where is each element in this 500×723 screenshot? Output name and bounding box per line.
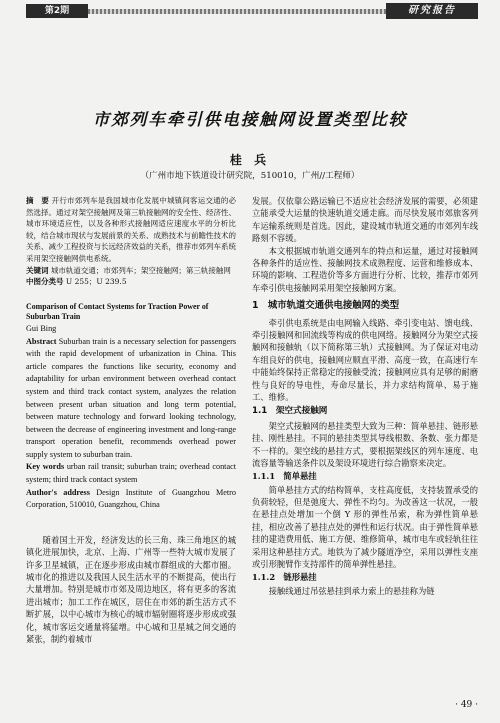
keywords-label: 关键词: [26, 265, 49, 275]
keywords-text: 城市轨道交通；市郊列车；架空接触网；第三轨接触网: [50, 265, 231, 275]
left-column: [26, 195, 236, 646]
body-paragraph-3: 牵引供电系统是由电网输入线路、牵引变电站、馈电线、牵引接触网和回流线等构成的供电网络。接触网分为架空式接触网和接触轨（以下简称第三轨）式接触网。为了保证对电动车组良好的供电，接触网应顺直平滑、高度一致，在高速行车中能始终保持正常稳定的接触受流；接触网应具有足够的耐磨性与良好的导电性，寿命尽量长，并力求结构简单、易于施工、维修。: [252, 317, 478, 402]
english-keywords-label: Key words: [26, 462, 65, 472]
english-keywords-text: urban rail transit; suburban train; overhead contact system; third track contact system: [26, 462, 237, 485]
section-heading-1-1-1: 1.1.1 简单悬挂: [252, 471, 317, 482]
author-address-label: Author's address: [26, 487, 90, 497]
author: 桂 兵: [229, 153, 271, 167]
class-label: 中图分类号: [26, 277, 64, 287]
body-paragraph-1: 发展。仅依靠公路运输已不适应社会经济发展的需要，必须建立能承受大运量的快速轨道交通走廊。而尽快发展市郊旅客列车运输系统则是首选。因此，建设城市轨道交通的市郊列车线路刻不容缓。: [252, 196, 478, 244]
page-number: · 49 ·: [455, 700, 478, 710]
author-address-text: Design Institute of Guangzhou Metro Corporation, 510010, Guangzhou, China: [26, 487, 236, 510]
english-abstract: [26, 336, 236, 462]
abstract-label: 摘 要: [26, 196, 50, 205]
english-title: Comparison of Contact Systems for Traction Power of Suburban Train: [26, 301, 209, 322]
body-paragraph-5: 简单悬挂方式的结构简单，支柱高度低，支持装置承受的负荷较轻，但是弛度大、弹性不均匀。为改善这一状况，一般在悬挂点处增加一个倒 Y 形的弹性吊索，称为弹性简单悬挂，相应改善了悬挂点处的弹性和运行状况。由于弹性简单悬挂的建造费用低、施工方便、维修简单，城市电车或轻轨往往采用这种悬挂方式。地铁为了减少隧道净空，采用以弹性支座或引形腕臂作支持部件的简单弹性悬挂。: [252, 484, 478, 570]
section-heading-1-1: 1.1 架空式接触网: [252, 406, 328, 417]
english-keywords: [26, 461, 236, 486]
header-rule: [88, 9, 386, 14]
abstract-zh: [26, 195, 236, 265]
english-abstract-text: Suburban train is a necessary selection for passengers with the rapid development of urbanization in China. This article compares the functions like security, economy and adaptability for urban environment between overhead contact system and third track contact system, analyzes the relation between present urban situation and long term potential, between mature technology and forward looking technology, between the decrease of engineering investment and long-range transport operation benefit, recommends overhead power supply system to suburban train.: [26, 336, 236, 459]
right-column: [252, 195, 478, 597]
section-heading-1: 1 城市轨道交通供电接触网的类型: [252, 300, 400, 312]
body-paragraph-4: 架空式接触网的悬挂类型大致为三种：简单悬挂、链形悬挂、刚性悬挂。不同的悬挂类型其导线根数、条数、张力都是不一样的。架空线的悬挂方式，要根据架线区的列车速度、电流容量等输送条件以及架设环境进行综合勘察来决定。: [252, 420, 478, 468]
class-value: U 255；U 239.5: [65, 277, 127, 287]
section-tag: 研究报告: [386, 3, 478, 19]
issue-tag: 第2期: [26, 4, 88, 18]
abstract-text: 开行市郊列车是我国城市化发展中城镇间客运交通的必然选择。通过对架空接触网及第三轨接触网的安全性、经济性、城市环境适应性，以及各种形式接触网适应速度水平的分析比较，结合城市现状与发展前景的关系、成熟技术与前瞻性技术的关系、减少工程投资与长远经济效益的关系，推荐市郊列车系统采用架空接触网供电系统。: [26, 196, 237, 263]
intro-paragraph: 随着国土开发，经济发达的长三角、珠三角地区的城镇化进展加快，北京、上海、广州等一些特大城市发展了许多卫星城镇，正在逐步形成由城市群组成的大都市圈。城市化的推进以及我国人民生活水平的不断提高，使出行大量增加。特别是城市市郊及周边地区，将有更多的客流进出城市；加工工作在城区，居住在市郊的新生活方式不断扩展，以中心城市为核心的城市辐射圈将逐步形成或强化，城市客运交通量将猛增。中心城和卫星城之间交通的紧张，制约着城市: [26, 534, 236, 645]
keywords-zh: [26, 265, 236, 277]
section-heading-1-1-2: 1.1.2 链形悬挂: [252, 572, 317, 583]
english-author: Gui Bing: [26, 323, 57, 333]
body-paragraph-6: 接触线通过吊弦悬挂到承力索上的悬挂称为链: [268, 585, 435, 596]
english-abstract-label: Abstract: [26, 336, 57, 346]
body-paragraph-2: 本文根据城市轨道交通列车的特点和运量，通过对接触网各种条件的适应性、接触网技术成熟程度、运营和维修成本、环境的影响、工程造价等多方面进行分析、比较，推荐市郊列车牵引供电接触网采用架空接触网方案。: [252, 245, 478, 293]
paper-title: 市郊列车牵引供电接触网设置类型比较: [92, 110, 408, 129]
author-address: [26, 487, 236, 512]
class-code: [26, 276, 236, 288]
affiliation: （广州市地下铁道设计研究院，510010，广州//工程师）: [140, 171, 360, 181]
running-header: [0, 0, 500, 22]
